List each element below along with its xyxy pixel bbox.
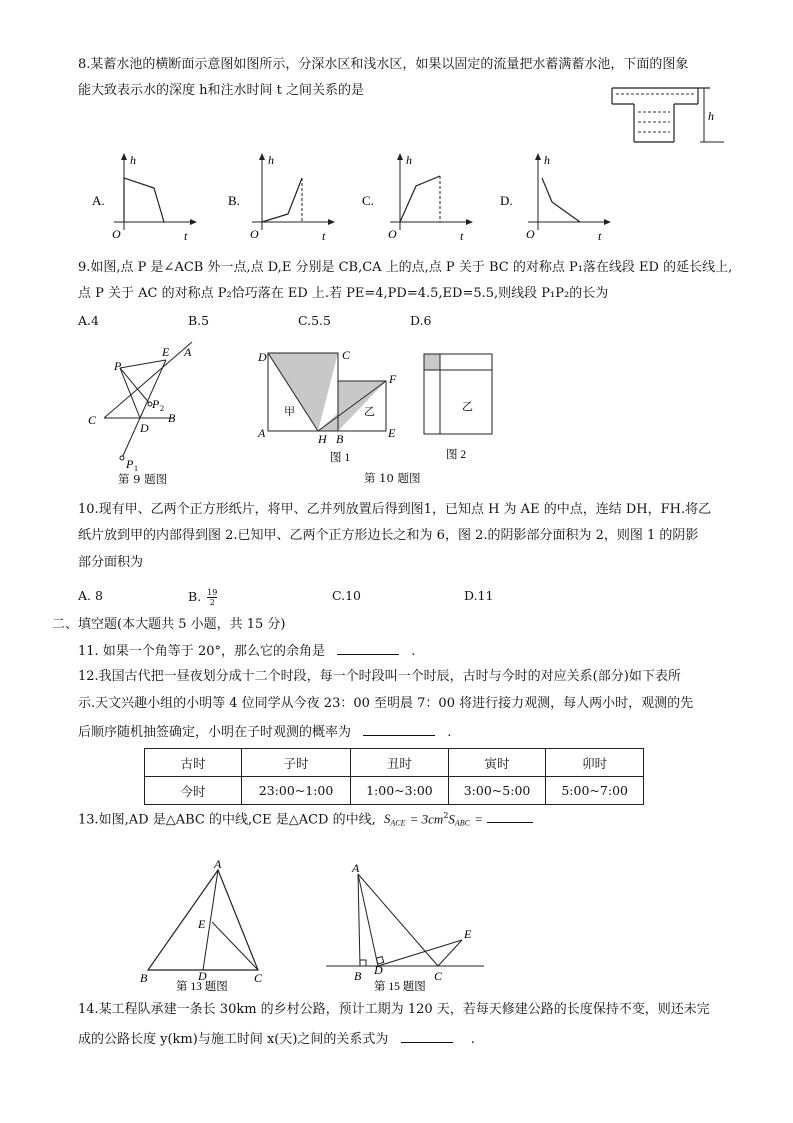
graph-c-label: C.	[362, 193, 374, 208]
q13-s1: S	[383, 811, 391, 827]
q9-label-a: A	[184, 345, 192, 359]
q13-label-d: D	[198, 969, 207, 983]
table-cell: 今时	[145, 777, 242, 805]
table-row	[145, 777, 644, 805]
q9-label-b: B	[168, 411, 176, 425]
q10-option-b	[188, 588, 217, 607]
q10-f1-f: F	[389, 372, 397, 386]
q10-f1-a: A	[258, 426, 266, 440]
q10-option-b-fraction	[207, 588, 217, 607]
graph-d	[498, 150, 618, 245]
q13-line	[78, 808, 533, 831]
table-cell: 1:00~3:00	[351, 777, 449, 805]
q13-answer-blank[interactable]	[487, 810, 533, 823]
graph-b-o: O	[250, 227, 259, 241]
graph-a-o: O	[112, 227, 121, 241]
q9-figure	[80, 340, 210, 475]
q10-option-a: A. 8	[78, 588, 103, 603]
q9-option-c: C.5.5	[298, 313, 331, 328]
q14-period: .	[470, 1032, 475, 1047]
q9-option-b: B.5	[188, 313, 210, 328]
q11-text: 11. 如果一个角等于 20°，那么它的余角是	[78, 644, 325, 659]
q13-sub1: ACE	[390, 818, 406, 828]
q15-figure	[320, 856, 490, 991]
q11-answer-blank[interactable]	[337, 642, 399, 655]
q13-caption: 第 13 题图	[176, 981, 228, 991]
q10-fig2-caption: 图 2	[446, 449, 467, 461]
q12-answer-blank[interactable]	[363, 723, 435, 736]
q13-label-c: C	[254, 971, 263, 985]
q10-f1-yi: 乙	[364, 406, 375, 418]
q8-line1: 8.某蓄水池的横断面示意图如图所示，分深水区和浅水区，如果以固定的流量把水蓄满蓄水池，下面的图象	[78, 57, 689, 72]
q10-line1: 10.现有甲、乙两个正方形纸片，将甲、乙并列放置后得到图1，已知点 H 为 AE 的中点，连结 DH，FH.将乙	[78, 502, 712, 517]
q9-label-p1: P	[126, 457, 134, 471]
q15-label-e: E	[464, 927, 472, 941]
q13-label-e: E	[198, 917, 206, 931]
graph-d-o: O	[526, 227, 535, 241]
graph-c-t: t	[460, 229, 464, 243]
graph-c	[360, 150, 480, 245]
q10-line2: 纸片放到甲的内部得到图 2.已知甲、乙两个正方形边长之和为 6，图 2.的阴影部分面积为 2，则图 1 的阴影	[78, 528, 699, 543]
graph-c-h: h	[406, 153, 412, 167]
table-cell: 寅时	[448, 749, 546, 777]
q12-period: .	[447, 725, 452, 740]
q10-f1-d: D	[258, 350, 267, 364]
q13-mid: = 3cm	[409, 811, 444, 827]
time-table	[144, 748, 644, 805]
q9-label-p2-sub: 2	[160, 404, 164, 413]
q9-label-c: C	[88, 413, 97, 427]
pool-diagram	[604, 80, 734, 150]
table-cell: 子时	[242, 749, 351, 777]
q10-f1-e: E	[388, 426, 396, 440]
q13-sup: 2	[443, 811, 449, 820]
table-cell: 古时	[145, 749, 242, 777]
q15-label-c: C	[434, 969, 443, 983]
q10-caption: 第 10 题图	[364, 471, 421, 485]
table-cell: 丑时	[351, 749, 449, 777]
q13-text: 13.如图,AD 是△ABC 的中线,CE 是△ACD 的中线,	[78, 812, 376, 828]
q10-figure2	[420, 350, 500, 468]
q15-label-b: B	[354, 969, 362, 983]
q13-s2: S	[448, 811, 455, 827]
table-cell: 5:00~7:00	[546, 777, 644, 805]
q13-label-a: A	[214, 857, 222, 871]
table-cell: 3:00~5:00	[448, 777, 546, 805]
graph-d-label: D.	[500, 193, 513, 208]
q14-text: 成的公路长度 y(km)与施工时间 x(天)之间的关系式为	[78, 1032, 389, 1047]
q10-f1-h: H	[318, 432, 327, 446]
graph-c-o: O	[388, 227, 397, 241]
q10-line3: 部分面积为	[78, 555, 144, 570]
table-row	[145, 749, 644, 777]
graph-b	[222, 150, 342, 245]
q10-f2-yi: 乙	[462, 401, 473, 413]
graph-b-label: B.	[228, 193, 240, 208]
q9-option-d: D.6	[410, 313, 432, 328]
graph-b-h: h	[268, 153, 274, 167]
q12-line2: 示.天文兴趣小组的小明等 4 位同学从今夜 23：00 至明晨 7：00 将进行接力观测，每人两小时，观测的先	[78, 696, 694, 711]
q10-option-c: C.10	[332, 588, 361, 603]
q10-fig1-caption: 图 1	[330, 452, 351, 464]
q10-option-b-den: 2	[209, 598, 215, 607]
q8-line2: 能大致表示水的深度 h和注水时间 t 之间关系的是	[78, 83, 364, 98]
graph-a	[84, 150, 204, 245]
q9-line1: 9.如图,点 P 是∠ACB 外一点,点 D,E 分别是 CB,CA 上的点,点 P 关于 BC 的对称点 P₁落在线段 ED 的延长线上,	[78, 260, 733, 275]
q10-option-b-label: B.	[188, 589, 202, 604]
q9-label-p1-sub: 1	[134, 464, 138, 473]
graph-a-label: A.	[92, 193, 105, 208]
q11-line	[78, 642, 415, 660]
table-cell: 卯时	[546, 749, 644, 777]
q10-option-d: D.11	[464, 588, 494, 603]
graph-b-t: t	[322, 229, 326, 243]
pool-h-label: h	[708, 109, 714, 123]
q10-f1-b: B	[336, 432, 344, 446]
q14-line2	[78, 1030, 475, 1048]
q15-label-a: A	[352, 861, 360, 875]
q9-label-e: E	[162, 345, 170, 359]
q12-line1: 12.我国古代把一昼夜划分成十二个时段，每一个时段叫一个时辰，古时与今时的对应关系(部分)如下表所	[78, 669, 681, 684]
q10-figure1	[254, 343, 414, 468]
q13-eq: =	[474, 811, 483, 827]
q13-sub2: ABC	[454, 818, 471, 828]
section2-title: 二、填空题(本大题共 5 小题，共 15 分)	[52, 617, 286, 632]
q13-figure	[134, 856, 284, 991]
graph-d-t: t	[598, 229, 602, 243]
graph-d-h: h	[544, 153, 550, 167]
q10-option-b-num: 19	[207, 588, 218, 597]
q13-label-b: B	[140, 971, 148, 985]
q9-label-d: D	[140, 421, 149, 435]
graph-a-h: h	[130, 153, 136, 167]
graph-a-t: t	[184, 229, 188, 243]
q9-option-a: A.4	[78, 313, 99, 328]
q14-line1: 14.某工程队承建一条长 30km 的乡村公路，预计工期为 120 天，若每天修建公路的长度保持不变，则还未完	[78, 1002, 710, 1017]
q9-caption: 第 9 题图	[118, 472, 168, 486]
q9-line2: 点 P 关于 AC 的对称点 P₂恰巧落在 ED 上.若 PE=4,PD=4.5,ED=5.5,则线段 P₁P₂的长为	[78, 286, 609, 301]
q15-caption: 第 15 题图	[374, 981, 426, 991]
q9-label-p2: P	[152, 397, 160, 411]
q15-label-d: D	[374, 963, 383, 977]
q12-line3	[78, 723, 451, 741]
q11-period: .	[411, 644, 416, 659]
q10-f1-jia: 甲	[284, 406, 295, 418]
q9-label-p: P	[114, 359, 122, 373]
q10-f1-c: C	[342, 348, 351, 362]
q14-answer-blank[interactable]	[401, 1030, 453, 1043]
q12-text: 后顺序随机抽签确定，小明在子时观测的概率为	[78, 725, 352, 740]
table-cell: 23:00~1:00	[242, 777, 351, 805]
